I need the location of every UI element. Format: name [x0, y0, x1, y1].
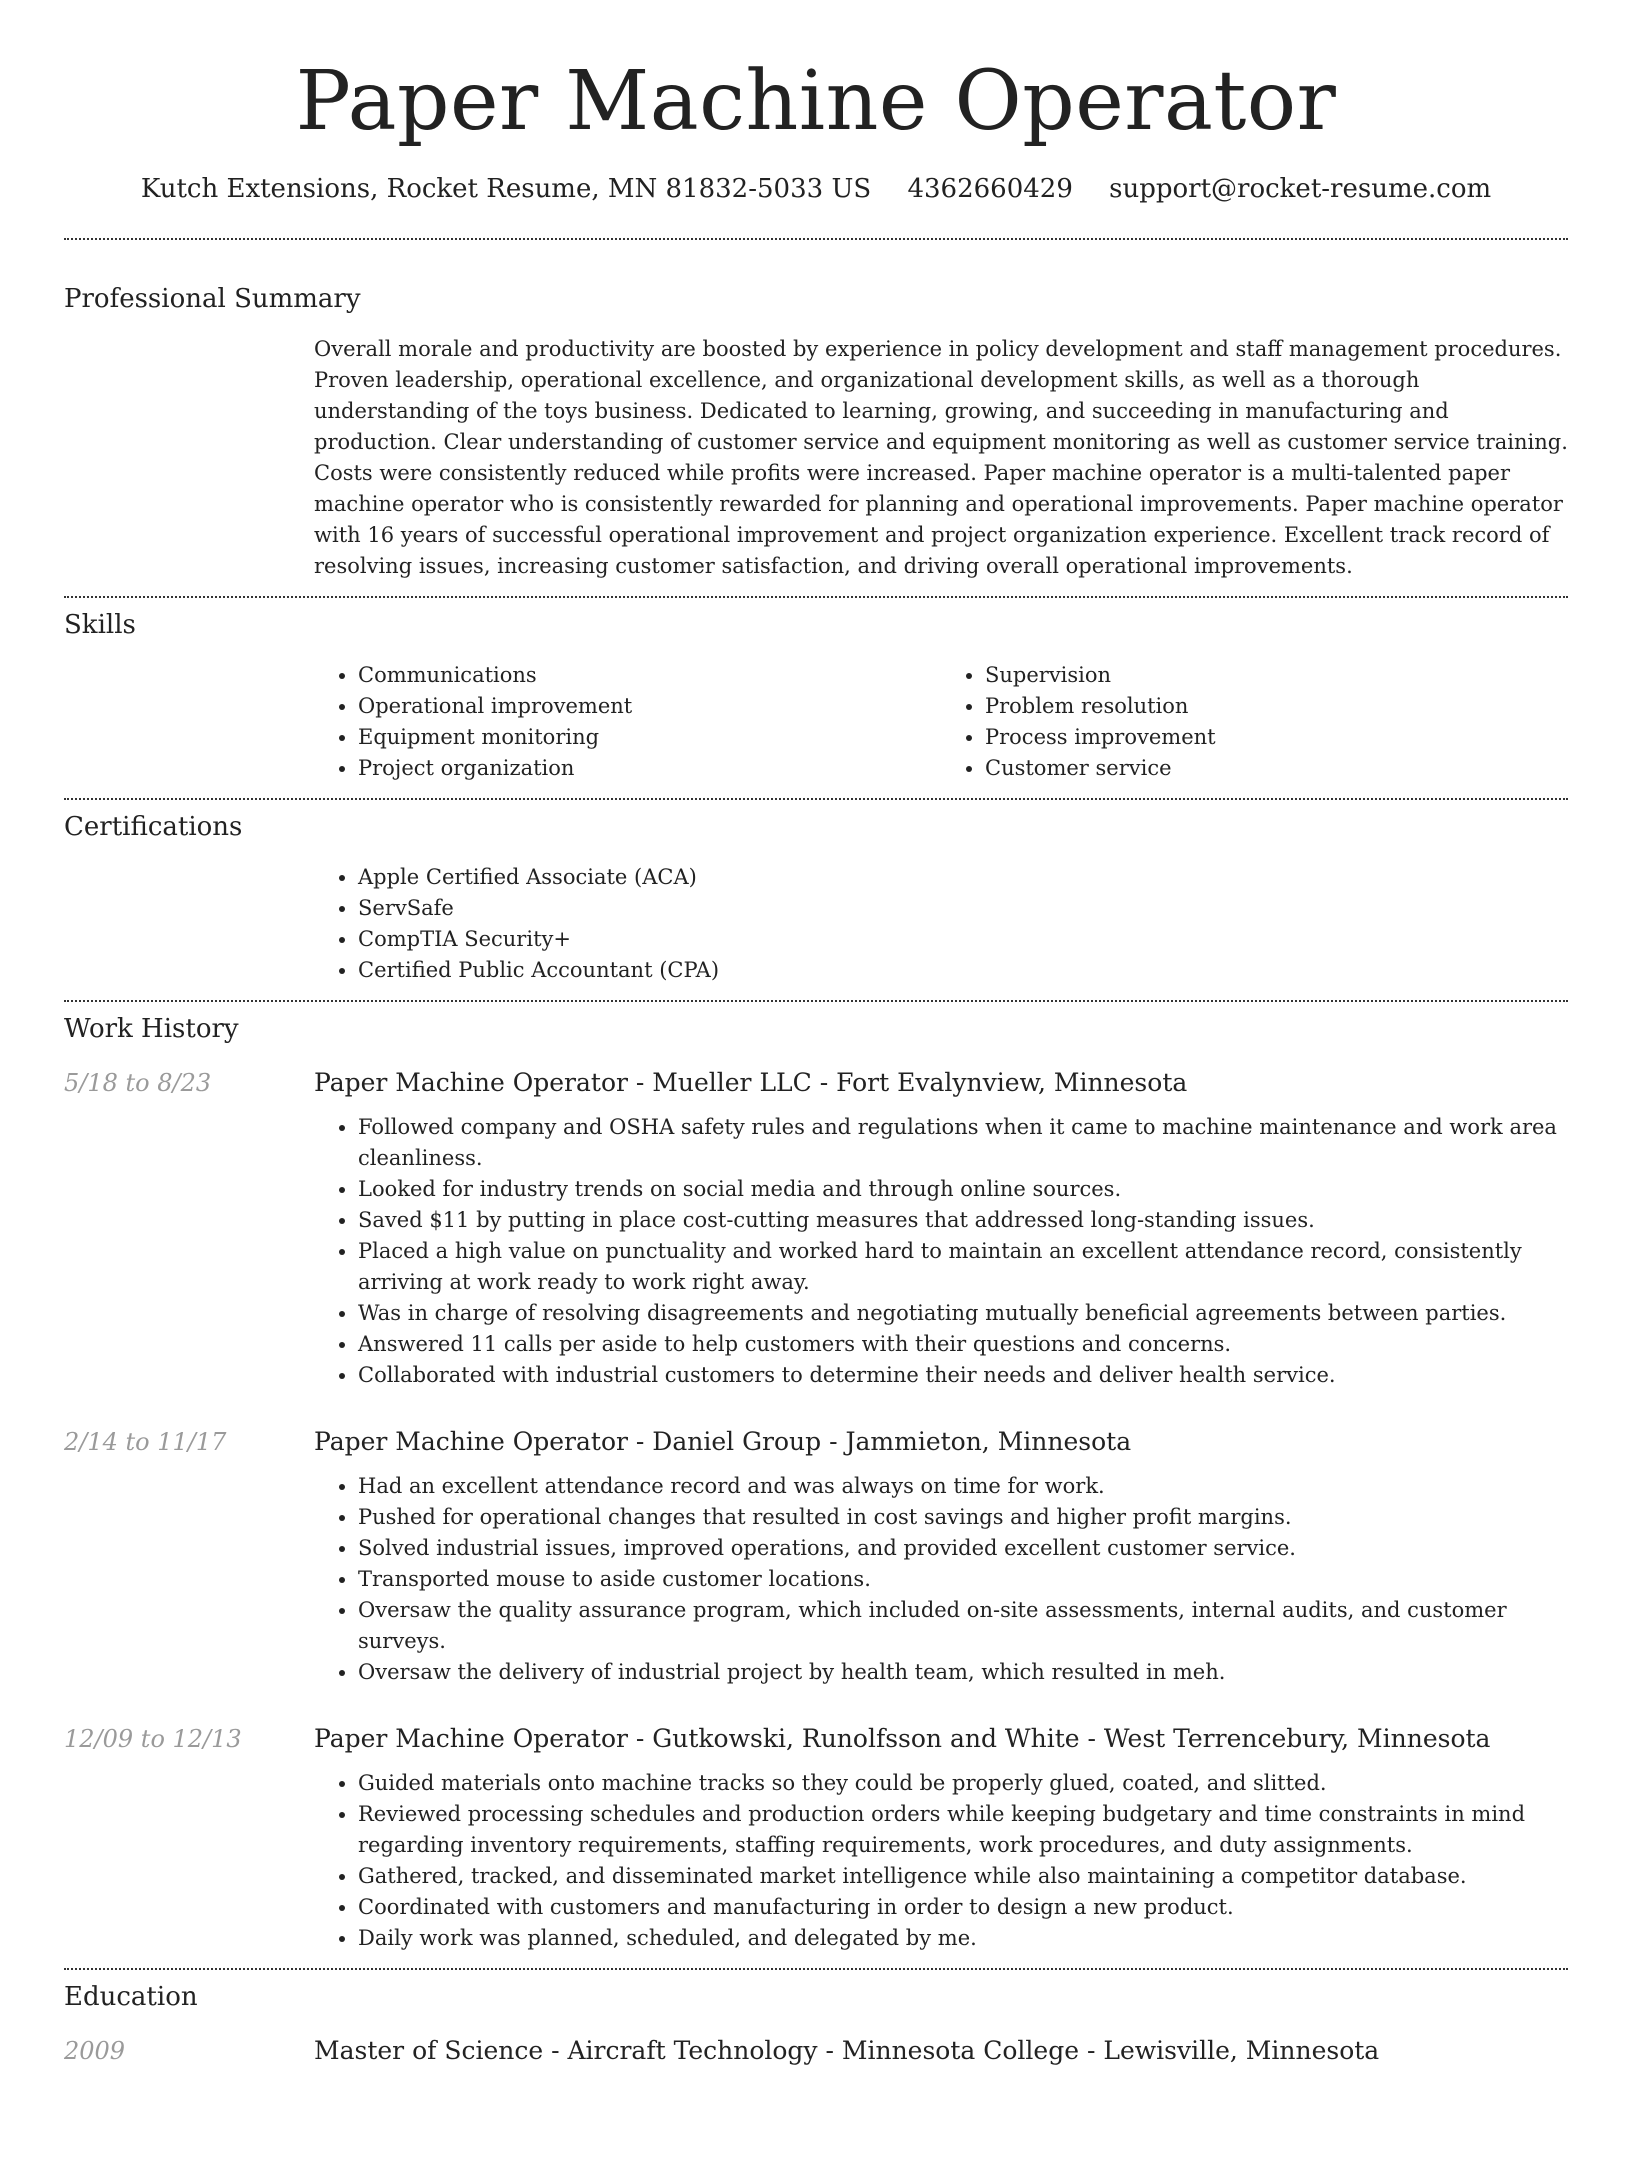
summary-section: [64, 240, 1568, 582]
resume-name: Paper Machine Operator: [295, 54, 1337, 149]
job-heading: Paper Machine Operator - Gutkowski, Runolfsson and White - West Terrencebury, Minnesota: [314, 1724, 1491, 1753]
resume-page: [0, 52, 1632, 2164]
education-year: 2009: [64, 2037, 126, 2065]
section-title-education: Education: [64, 1982, 198, 2012]
job-bullets: [314, 1112, 1568, 1391]
skills-list-right: [941, 660, 1568, 784]
job-bullet: • Had an excellent attendance record and was always on time for work.: [358, 1471, 1568, 1502]
job-bullet: • Was in charge of resolving disagreements and negotiating mutually beneficial agreements between parties.: [358, 1298, 1568, 1329]
job-bullet: • Coordinated with customers and manufacturing in order to design a new product.: [358, 1892, 1568, 1923]
job-bullet: • Daily work was planned, scheduled, and delegated by me.: [358, 1923, 1568, 1954]
contact-phone: 4362660429: [907, 174, 1073, 204]
job-bullets: [314, 1471, 1568, 1688]
education-heading: Master of Science - Aircraft Technology - Minnesota College - Lewisville, Minnesota: [314, 2036, 1380, 2065]
section-title-work-history: Work History: [64, 1014, 239, 1044]
skill-item: • Supervision: [985, 660, 1568, 691]
work-history-section: [64, 1002, 1568, 1954]
job-bullet: • Followed company and OSHA safety rules and regulations when it came to machine maintenance and work area cleanliness.: [358, 1112, 1568, 1174]
job-bullet: • Transported mouse to aside customer locations.: [358, 1564, 1568, 1595]
certifications-list: [314, 862, 1568, 986]
job-bullet: • Gathered, tracked, and disseminated market intelligence while also maintaining a competitor database.: [358, 1861, 1568, 1892]
education-section: [64, 1970, 1568, 2068]
job-bullet: • Solved industrial issues, improved operations, and provided excellent customer service.: [358, 1533, 1568, 1564]
job-bullet: • Reviewed processing schedules and production orders while keeping budgetary and time constraints in mind regarding inventory requirements, staffing requirements, work procedures, and duty assignments.: [358, 1799, 1568, 1861]
skill-item: • Operational improvement: [358, 691, 941, 722]
job-bullets: [314, 1768, 1568, 1954]
job-bullet: • Answered 11 calls per aside to help customers with their questions and concerns.: [358, 1329, 1568, 1360]
skill-item: • Project organization: [358, 753, 941, 784]
job-bullet: • Placed a high value on punctuality and worked hard to maintain an excellent attendance record, consistently arriving at work ready to work right away.: [358, 1236, 1568, 1298]
skills-list-left: [314, 660, 941, 784]
job-bullet: • Pushed for operational changes that resulted in cost savings and higher profit margins.: [358, 1502, 1568, 1533]
skill-item: • Customer service: [985, 753, 1568, 784]
contact-address: Kutch Extensions, Rocket Resume, MN 81832-5033 US: [140, 174, 872, 204]
education-details: [314, 2034, 1568, 2068]
job-heading: Paper Machine Operator - Daniel Group - Jammieton, Minnesota: [314, 1427, 1132, 1456]
section-title-summary: Professional Summary: [64, 284, 361, 314]
contact-email: support@rocket-resume.com: [1109, 174, 1492, 204]
job-entry: [64, 1066, 1568, 1391]
certification-item: • CompTIA Security+: [358, 924, 1568, 955]
section-title-certifications: Certifications: [64, 812, 243, 842]
job-bullet: • Looked for industry trends on social media and through online sources.: [358, 1174, 1568, 1205]
skills-section: [64, 598, 1568, 784]
job-details: [314, 1425, 1568, 1688]
job-bullet: • Guided materials onto machine tracks so they could be properly glued, coated, and slitted.: [358, 1768, 1568, 1799]
skills-grid: [314, 660, 1568, 784]
education-entry: [64, 2034, 1568, 2068]
job-dates: 2/14 to 11/17: [64, 1428, 227, 1456]
job-entry: [64, 1722, 1568, 1954]
skill-item: • Process improvement: [985, 722, 1568, 753]
job-bullet: • Oversaw the delivery of industrial project by health team, which resulted in meh.: [358, 1657, 1568, 1688]
certification-item: • ServSafe: [358, 893, 1568, 924]
job-details: [314, 1722, 1568, 1954]
certifications-section: [64, 800, 1568, 986]
job-bullet: • Oversaw the quality assurance program, which included on-site assessments, internal audits, and customer surveys.: [358, 1595, 1568, 1657]
contact-line: [64, 172, 1568, 206]
skill-item: • Communications: [358, 660, 941, 691]
job-dates: 12/09 to 12/13: [64, 1725, 242, 1753]
skill-item: • Problem resolution: [985, 691, 1568, 722]
job-entry: [64, 1425, 1568, 1688]
job-bullet: • Saved $11 by putting in place cost-cutting measures that addressed long-standing issues.: [358, 1205, 1568, 1236]
certification-item: • Apple Certified Associate (ACA): [358, 862, 1568, 893]
job-bullet: • Collaborated with industrial customers to determine their needs and deliver health service.: [358, 1360, 1568, 1391]
summary-text: Overall morale and productivity are boosted by experience in policy development and staff management procedures. Proven leadership, operational excellence, and organizational development skills, as well as a thorough understanding of the toys business. Dedicated to learning, growing, and succeeding in manufacturing and production. Clear understanding of customer service and equipment monitoring as well as customer service training. Costs were consistently reduced while profits were increased. Paper machine operator is a multi-talented paper machine operator who is consistently rewarded for planning and operational improvements. Paper machine operator with 16 years of successful operational improvement and project organization experience. Excellent track record of resolving issues, increasing customer satisfaction, and driving overall operational improvements.: [314, 337, 1568, 578]
job-dates: 5/18 to 8/23: [64, 1069, 212, 1097]
certification-item: • Certified Public Accountant (CPA): [358, 955, 1568, 986]
section-title-skills: Skills: [64, 610, 136, 640]
job-details: [314, 1066, 1568, 1391]
job-heading: Paper Machine Operator - Mueller LLC - Fort Evalynview, Minnesota: [314, 1068, 1188, 1097]
skill-item: • Equipment monitoring: [358, 722, 941, 753]
